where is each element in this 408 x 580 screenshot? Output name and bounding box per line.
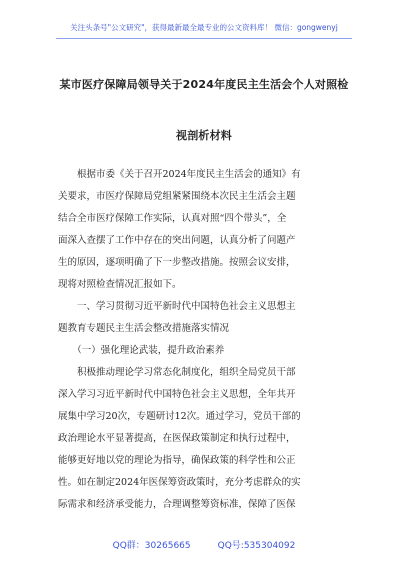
footer-contact: QQ群：30265665 QQ号:535304092: [112, 541, 296, 551]
document-body: [58, 164, 350, 516]
body-line: 能够更好地以党的理论为指导，确保政策的科学性和公正: [58, 455, 296, 466]
body-line: 根据市委《关于召开2024年度民主生活会的通知》有: [58, 169, 301, 180]
subsection-heading: （一）强化理论武装，提升政治素养: [58, 345, 225, 356]
body-line: 积极推动理论学习常态化制度化，组织全局党员干部: [58, 367, 296, 378]
body-line: 生的原因，逐项明确了下一步整改措施。按照会议安排，: [58, 257, 296, 268]
body-line: 深入学习习近平新时代中国特色社会主义思想，全年共开: [58, 389, 296, 400]
header-note: 关注头条号"公文研究"，获得最新最全最专业的公文资料库！ 微信：gongwenyj: [70, 23, 338, 32]
header-divider: [56, 38, 352, 39]
body-line: 面深入查摆了工作中存在的突出问题，认真分析了问题产: [58, 235, 296, 246]
section-heading-line: 题教育专题民主生活会整改措施落实情况: [58, 323, 230, 334]
body-line: 政治理论水平显著提高，在医保政策制定和执行过程中，: [58, 433, 296, 444]
body-line: 展集中学习20次，专题研讨12次。通过学习，党员干部的: [58, 411, 301, 422]
body-line: 性。如在制定2024年医保筹资政策时，充分考虑群众的实: [58, 477, 301, 488]
body-line: 结合全市医疗保障工作实际，认真对照“四个带头”，全: [58, 213, 287, 224]
body-line: 现将对照检查情况汇报如下。: [58, 279, 182, 290]
section-heading-line: 一、学习贯彻习近平新时代中国特色社会主义思想主: [58, 301, 296, 312]
document-title-line-1: 某市医疗保障局领导关于2024年度民主生活会个人对照检: [59, 78, 349, 91]
document-title-line-2: 视剖析材料: [176, 129, 232, 142]
body-line: 际需求和经济承受能力，合理调整筹资标准，保障了医保: [58, 499, 296, 510]
body-line: 关要求，市医疗保障局党组紧紧围绕本次民主生活会主题: [58, 191, 296, 202]
